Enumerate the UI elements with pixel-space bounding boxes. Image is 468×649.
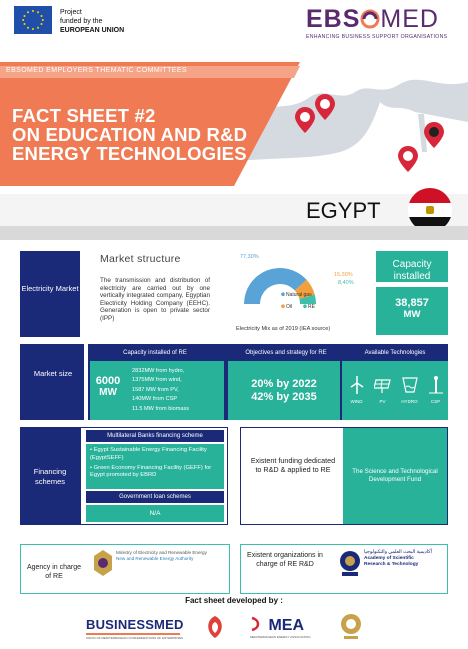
electricity-market-label: Electricity Market <box>21 284 79 293</box>
re-breakdown-item: 1375MW from wind, <box>132 377 182 384</box>
tech-csp <box>428 376 444 404</box>
re-total-unit: MW <box>99 387 117 398</box>
pie-slice-natural-gas <box>244 268 307 304</box>
mea-logo <box>250 616 320 639</box>
tech-wind-label: WIND <box>350 399 363 404</box>
agency-label: Agency in charge of RE <box>26 564 82 580</box>
capacity-value: 38,857 <box>395 297 429 309</box>
businessmed-underline <box>86 633 180 635</box>
multilateral-title: Multilateral Banks financing scheme <box>86 430 224 442</box>
market-structure <box>100 253 210 323</box>
re-objectives-title: Objectives and strategy for RE <box>245 350 327 356</box>
re-breakdown-list <box>132 367 224 414</box>
academy-name-line-2: Research & Technology <box>364 562 419 567</box>
committee-label: EBSOMED EMPLOYERS THEMATIC COMMITTEES <box>6 67 188 74</box>
country-name: EGYPT <box>306 198 381 223</box>
electricity-mix-chart <box>226 248 366 340</box>
tech-pv-label: PV <box>379 399 386 404</box>
mea-name: MEA <box>268 617 305 634</box>
eu-line-3: EUROPEAN UNION <box>60 27 125 34</box>
ebso-subtitle: ENHANCING BUSINESS SUPPORT ORGANISATIONS <box>306 34 448 40</box>
hydro-dam-icon <box>401 376 419 394</box>
pie-value-label: 8,40% <box>338 280 354 286</box>
capacity-title: Capacity installed <box>392 259 432 282</box>
academy-name-line-1: Academy of Scientific <box>364 556 414 561</box>
ebsomed-logo <box>306 6 456 40</box>
technologies-title: Available Technologies <box>364 350 426 356</box>
legend-swatch <box>281 292 285 296</box>
academy-arabic-name: أكاديمية البحث العلمي والتكنولوجيا <box>364 550 432 555</box>
market-structure-text: The transmission and distribution of electricity are carried out by one vertically integrated company, Egyptian Electricity Holding Company (EEHC). Generation is open to private sector (IPP) <box>100 277 210 322</box>
solar-panel-icon <box>374 376 392 394</box>
funding-value: The Science and Technological Development Fund <box>352 468 438 483</box>
mea-wave-icon <box>250 616 264 632</box>
capacity-divider <box>376 282 448 287</box>
tech-wind <box>349 376 365 404</box>
legend-swatch <box>281 304 285 308</box>
re-breakdown-item: 1587 MW from PV, <box>132 386 179 393</box>
businessmed-logo <box>86 617 186 640</box>
legend-swatch <box>303 304 307 308</box>
partner-emblem-icon <box>338 612 364 642</box>
page-title <box>12 106 247 163</box>
technologies-row <box>344 376 448 404</box>
electricity-mix-donut <box>226 248 366 340</box>
businessmed-subtitle: UNION OF MEDITERRANEAN CONFEDERATIONS OF ENTERPRISES <box>86 636 184 640</box>
legend-label: Oil <box>286 304 293 310</box>
market-size-label: Market size <box>33 369 73 378</box>
ministry-emblem-icon <box>92 548 114 578</box>
multilateral-item: • Green Economy Financing Facility (GEFF) for Egypt promoted by EBRD <box>90 464 212 479</box>
eu-line-2: funded by the <box>60 18 103 25</box>
government-value: N/A <box>86 505 224 522</box>
re-total-value: 6000 <box>95 375 121 387</box>
title-line-2: ON EDUCATION AND R&D <box>12 124 248 145</box>
ministry-logo-text <box>116 550 228 562</box>
tech-hydro-label: HYDRO <box>401 399 418 404</box>
country-band <box>0 194 468 226</box>
legend-label: RE <box>308 304 315 310</box>
academy-emblem-icon <box>338 548 362 578</box>
financing-label: Financing schemes <box>33 467 67 486</box>
funding-value-box <box>343 428 447 524</box>
eu-funding-note <box>60 8 124 35</box>
csp-tower-icon <box>428 376 444 394</box>
developed-by-title: Fact sheet developed by : <box>185 596 283 605</box>
re-total <box>90 375 126 398</box>
re-capacity-title: Capacity installed of RE <box>123 350 187 356</box>
re-breakdown-item: 2832MW from hydro, <box>132 368 185 374</box>
re-goal-2035: 42% by 2035 <box>251 391 317 403</box>
eu-flag-icon <box>14 6 52 34</box>
re-breakdown-item: 11.5 MW from biomass <box>132 405 190 412</box>
ebso-word-a: EBS <box>306 5 361 33</box>
re-breakdown-item: 140MW from CSP <box>132 396 178 403</box>
funding-label: Existent funding dedicated to R&D & applied to RE <box>250 456 336 474</box>
pie-value-label: 77,30% <box>240 254 259 260</box>
organizations-label: Existent organizations in charge of RE R&D <box>247 552 323 568</box>
ministry-logo-line-2: New and Renewable Energy Authority <box>116 556 194 561</box>
capacity-unit: MW <box>403 309 421 320</box>
ebsomed-o-icon <box>360 9 380 29</box>
market-size-separator <box>84 344 88 420</box>
tech-csp-label: CSP <box>430 399 441 404</box>
ministry-logo-line-1: Ministry of Electricity and Renewable Energy <box>116 550 207 555</box>
capacity-value-box <box>376 287 448 335</box>
eu-line-1: Project <box>60 9 82 16</box>
government-title: Government loan schemes <box>86 491 224 503</box>
businessmed-name: BUSINESSMED <box>86 617 184 632</box>
market-structure-title: Market structure <box>100 253 181 265</box>
pie-value-label: 15,30% <box>334 272 353 278</box>
re-goals <box>228 378 340 404</box>
legend-label: Natural gas <box>286 292 312 298</box>
title-line-3: ENERGY TECHNOLOGIES <box>12 143 247 164</box>
confederation-logo-icon <box>200 614 230 642</box>
chart-caption: Electricity Mix as of 2019 (IEA source) <box>236 326 331 332</box>
multilateral-item: • Egypt Sustainable Energy Financing Facility (EgyptSEFF) <box>90 447 207 461</box>
mea-subtitle: MEDITERRANEAN ENERGY ASSOCIATION <box>250 635 311 639</box>
tech-hydro <box>401 376 419 404</box>
title-line-1: FACT SHEET #2 <box>12 105 156 126</box>
divider-bar <box>0 226 468 240</box>
academy-logo-text <box>364 550 448 568</box>
wind-turbine-icon <box>349 376 365 394</box>
multilateral-list <box>90 447 220 482</box>
tech-pv <box>374 376 392 404</box>
electricity-market-label-box <box>20 251 80 337</box>
financing-label-box <box>20 427 80 525</box>
ebso-word-b: MED <box>380 5 439 33</box>
re-goal-2022: 20% by 2022 <box>251 378 317 390</box>
